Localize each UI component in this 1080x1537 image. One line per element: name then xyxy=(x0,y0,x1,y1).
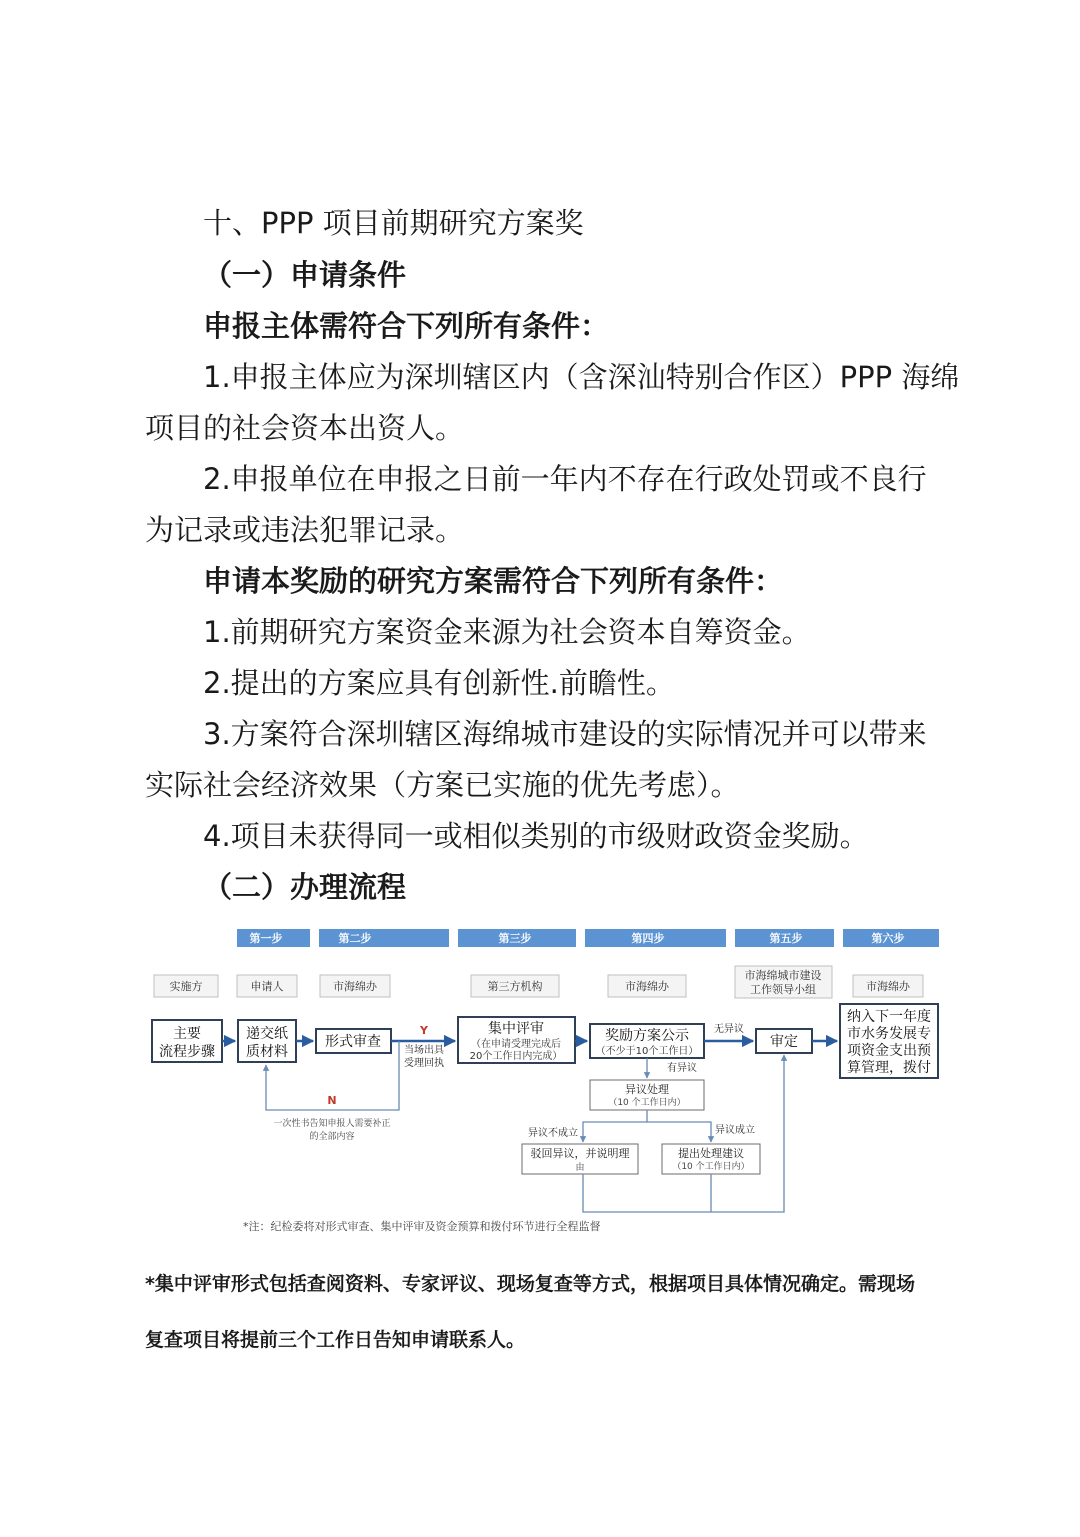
notify-line2: 的全部内容 xyxy=(309,1132,355,1142)
plan-item-4: 4.项目未获得同一或相似类别的市级财政资金奖励。 xyxy=(203,819,869,853)
central-review-line1: 集中评审 xyxy=(488,1021,544,1037)
propose-line2: （10 个工作日内） xyxy=(672,1162,750,1172)
objection-line2: （10 个工作日内） xyxy=(608,1098,686,1108)
plan-item-3-line1: 3.方案符合深圳辖区海绵城市建设的实际情况并可以带来 xyxy=(203,717,927,751)
main-steps-line1: 主要 xyxy=(173,1026,201,1042)
approve-label: 审定 xyxy=(770,1034,798,1050)
actor-sponge-office-2: 市海绵办 xyxy=(625,980,669,993)
footnote-line1: *集中评审形式包括查阅资料、专家评议、现场复查等方式，根据项目具体情况确定。需现场 xyxy=(145,1273,915,1295)
actor-applicant: 申请人 xyxy=(250,980,284,993)
plan-item-2: 2.提出的方案应具有创新性.前瞻性。 xyxy=(203,666,675,700)
reject-line1: 驳回异议，并说明理 xyxy=(530,1147,630,1160)
actor-sponge-office: 市海绵办 xyxy=(333,980,377,993)
subject-item-1-line1: 1.申报主体应为深圳辖区内（含深汕特别合作区）PPP 海绵 xyxy=(203,360,960,394)
actor-third-party: 第三方机构 xyxy=(487,980,543,993)
step-5-label: 第五步 xyxy=(769,932,803,945)
publicity-line2: （不少于10个工作日） xyxy=(595,1046,699,1057)
no-label: N xyxy=(327,1094,337,1107)
central-review-line2: （在申请受理完成后 xyxy=(471,1039,561,1050)
subject-item-1-line2: 项目的社会资本出资人。 xyxy=(145,411,465,445)
has-objection-label: 有异议 xyxy=(667,1063,697,1074)
step-4-label: 第四步 xyxy=(631,932,665,945)
plan-heading: 申请本奖励的研究方案需符合下列所有条件： xyxy=(203,564,784,598)
supervision-note: *注：纪检委将对形式审查、集中评审及资金预算和拨付环节进行全程监督 xyxy=(243,1220,601,1233)
formal-review-label: 形式审查 xyxy=(325,1034,381,1050)
objection-valid-label: 异议成立 xyxy=(715,1125,755,1136)
subject-item-2-line2: 为记录或违法犯罪记录。 xyxy=(145,513,465,547)
onsite-receipt-line2: 受理回执 xyxy=(404,1058,444,1069)
step-6-label: 第六步 xyxy=(871,932,905,945)
actor-leading-group-line1: 市海绵城市建设 xyxy=(744,969,822,982)
subject-item-2-line1: 2.申报单位在申报之日前一年内不存在行政处罚或不良行 xyxy=(203,462,927,496)
final-line2: 市水务发展专 xyxy=(847,1026,931,1042)
subject-heading: 申报主体需符合下列所有条件： xyxy=(203,309,610,343)
section-title: 十、PPP 项目前期研究方案奖 xyxy=(203,206,584,240)
step-3-label: 第三步 xyxy=(498,932,532,945)
actor-leading-group-line2: 工作领导小组 xyxy=(750,983,816,996)
footnote-line2: 复查项目将提前三个工作日告知申请联系人。 xyxy=(145,1329,526,1351)
onsite-receipt-line1: 当场出具 xyxy=(404,1045,444,1056)
no-objection-label: 无异议 xyxy=(714,1024,744,1035)
final-line4: 算管理，拨付 xyxy=(847,1060,931,1076)
propose-line1: 提出处理建议 xyxy=(678,1147,744,1160)
actor-implementer: 实施方 xyxy=(169,980,203,993)
final-line3: 项资金支出预 xyxy=(847,1043,931,1059)
reject-line2: 由 xyxy=(575,1163,585,1173)
objection-invalid-label: 异议不成立 xyxy=(528,1128,578,1139)
step-1-label: 第一步 xyxy=(249,932,283,945)
main-steps-line2: 流程步骤 xyxy=(159,1044,215,1060)
central-review-line3: 20个工作日内完成） xyxy=(469,1051,563,1062)
notify-line1: 一次性书告知申报人需要补正 xyxy=(273,1119,391,1129)
objection-line1: 异议处理 xyxy=(625,1083,669,1096)
submit-line2: 质材料 xyxy=(246,1044,288,1060)
plan-item-3-line2: 实际社会经济效果（方案已实施的优先考虑）。 xyxy=(145,768,740,802)
publicity-line1: 奖励方案公示 xyxy=(605,1028,689,1044)
final-line1: 纳入下一年度 xyxy=(847,1009,931,1025)
plan-item-1: 1.前期研究方案资金来源为社会资本自筹资金。 xyxy=(203,615,811,649)
yes-label: Y xyxy=(420,1024,428,1037)
subsection-process: （二）办理流程 xyxy=(203,870,407,904)
step-2-label: 第二步 xyxy=(338,932,372,945)
subsection-conditions: （一）申请条件 xyxy=(203,258,407,292)
submit-line1: 递交纸 xyxy=(246,1026,288,1042)
actor-sponge-office-3: 市海绵办 xyxy=(866,980,910,993)
